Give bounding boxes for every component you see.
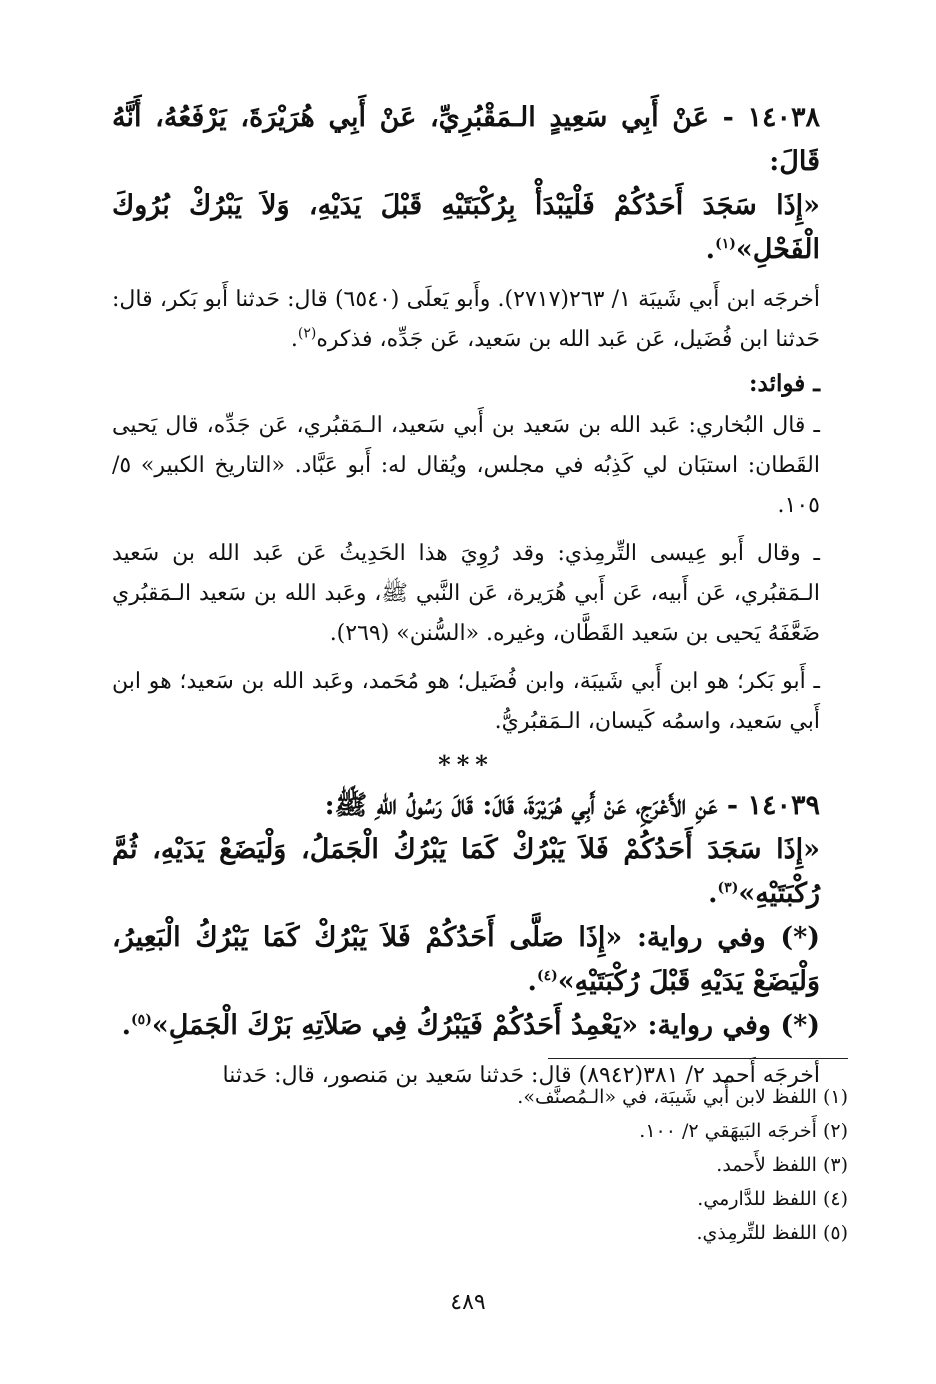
footnote-ref-1[interactable]: (١)	[715, 236, 736, 252]
footnote-ref-3[interactable]: (٣)	[717, 880, 739, 896]
fawaid-bukhari: ـ قال البُخاري: عَبد الله بن سَعيد بن أَبي سَعيد، الـمَقبُري، عَن جَدِّه، قال يَحيى القَطان: استبَان لي كَذِبُه في مجلس، ويُقال له: أَبو عَبَّاد. «التاريخ الكبير» ٥/ ١٠٥.	[112, 413, 820, 518]
punct: .	[121, 1010, 132, 1041]
footnote-1: (١) اللفظ لابن أَبي شَيبَة، في «الـمُصنَّف».	[517, 1086, 848, 1108]
takhrij-14038-text: أخرجَه ابن أَبي شَيبَة ١/ ٢٦٣(٢٧١٧). وأَبو يَعلَى (٦٥٤٠) قال: حَدثنا أَبو بَكر، قال: حَدثنا ابن فُضَيل، عَن عَبد الله بن سَعيد، عَن جَدِّه، فذكره	[112, 287, 821, 352]
punct: .	[527, 966, 537, 997]
hadith-14039-matn	[112, 828, 820, 916]
page-number: ٤٨٩	[450, 1290, 486, 1315]
punct: .	[290, 327, 298, 352]
footnote-3: (٣) اللفظ لأَحمد.	[716, 1154, 848, 1176]
variant-1-text: (*) وفي رواية: «إِذَا صَلَّى أَحَدُكُمْ فَلاَ يَبْرُكْ كَمَا يَبْرُكُ الْبَعِيرُ، وَلْيَضَعْ يَدَيْهِ قَبْلَ رُكْبَتَيْهِ»	[112, 922, 820, 997]
fawaid-tirmidhi: ـ وقال أَبو عِيسى التِّرمِذي: وقد رُوِيَ هذا الحَدِيثُ عَن عَبد الله بن سَعيد الـمَقبُري، عَن أَبيه، عَن أَبي هُرَيرة، عَن النَّبي ﷺ، وعَبد الله بن سَعيد الـمَقبُري ضَعَّفَهُ يَحيى بن سَعيد القَطَّان، وغيره. «السُّنن» (٢٦٩).	[112, 541, 820, 646]
footnote-ref-2[interactable]: (٢)	[297, 325, 317, 342]
footnotes	[112, 1080, 848, 1250]
punct: .	[708, 878, 718, 909]
fawaid-heading: ـ فوائد:	[749, 370, 820, 397]
punct: .	[705, 234, 716, 265]
hadith-14039-variant-1	[112, 916, 820, 1004]
footnote-divider	[548, 1058, 848, 1059]
hadith-14038-matn-text: «إِذَا سَجَدَ أَحَدُكُمْ فَلْيَبْدَأْ بِرُكْبَتَيْهِ قَبْلَ يَدَيْهِ، وَلاَ يَبْرُكْ بُرُوكَ الْفَحْلِ»	[112, 190, 820, 265]
hadith-14039-variant-2	[112, 1004, 820, 1048]
hadith-14038-matn	[112, 184, 820, 272]
footnote-ref-5[interactable]: (٥)	[131, 1012, 152, 1028]
variant-2-text: (*) وفي رواية: «يَعْمِدُ أَحَدُكُمْ فَيَبْرُكُ فِي صَلاَتِهِ بَرْكَ الْجَمَلِ»	[151, 1010, 820, 1041]
section-separator: ***	[438, 750, 494, 779]
takhrij-14039: أخرجَه أَحمد ٢/ ٣٨١(٨٩٤٢) قال: حَدثنا سَعيد بن مَنصور، قال: حَدثنا	[222, 1063, 820, 1088]
hadith-14038-isnad: ١٤٠٣٨ - عَنْ أَبِي سَعِيدٍ الـمَقْبُرِيِّ، عَنْ أَبِي هُرَيْرَةَ، يَرْفَعُهُ، أَنَّهُ قَالَ:	[112, 102, 820, 177]
footnote-2: (٢) أَخرجَه البَيهَقي ٢/ ١٠٠.	[639, 1120, 848, 1142]
footnote-5: (٥) اللفظ للتِّرمِذي.	[696, 1222, 848, 1244]
page-body	[112, 96, 820, 1096]
takhrij-14038	[112, 280, 820, 360]
footnote-ref-4[interactable]: (٤)	[536, 968, 558, 984]
fawaid-names: ـ أَبو بَكر؛ هو ابن أَبي شَيبَة، وابن فُضَيل؛ هو مُحَمد، وعَبد الله بن سَعيد؛ هو ابن أَبي سَعيد، واسمُه كَيسان، الـمَقبُريُّ.	[112, 669, 820, 734]
hadith-14039-isnad: ١٤٠٣٩ - عَنِ الأَعْرَجِ، عَنْ أَبِي هُرَيْرَةَ، قَالَ: قَالَ رَسُولُ اللهِ ﷺ:	[324, 790, 820, 821]
hadith-14039-matn-text: «إِذَا سَجَدَ أَحَدُكُمْ فَلاَ يَبْرُكْ كَمَا يَبْرُكُ الْجَمَلُ، وَلْيَضَعْ يَدَيْهِ، ثُمَّ رُكْبَتَيْهِ»	[112, 834, 820, 909]
footnote-4: (٤) اللفظ للدَّارمي.	[697, 1188, 848, 1210]
